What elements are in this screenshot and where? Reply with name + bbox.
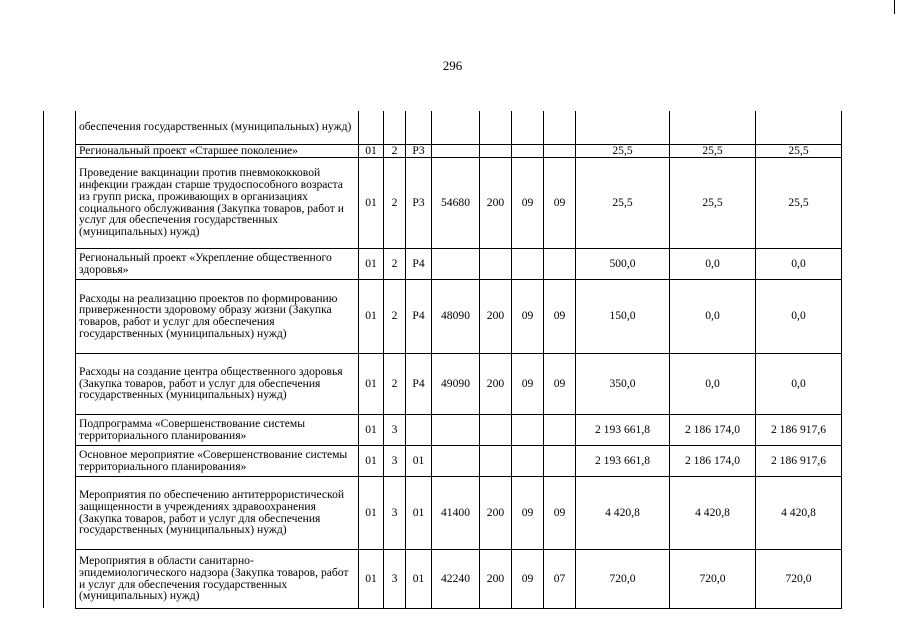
gutter-cell xyxy=(44,353,76,414)
code-direction xyxy=(432,414,480,445)
code-section xyxy=(359,111,384,144)
code-event: P4 xyxy=(406,353,432,414)
gutter-cell xyxy=(44,144,76,157)
row-name: Проведение вакцинации против пневмококковой инфекции граждан старше трудоспособного возраста из групп риска, проживающих в организациях социального обслуживания (Закупка товаров, работ и услуг для обеспечения государственных (муниципальных) нужд) xyxy=(76,157,359,248)
page-number: 296 xyxy=(442,58,463,73)
code-direction: 42240 xyxy=(432,549,480,608)
code-section: 01 xyxy=(359,279,384,353)
code-event: P4 xyxy=(406,248,432,279)
table-row xyxy=(44,414,842,445)
code-subprogram: 2 xyxy=(384,279,406,353)
code-section: 01 xyxy=(359,248,384,279)
code-division: 09 xyxy=(512,549,544,608)
gutter-cell xyxy=(44,111,76,144)
amount-year-1 xyxy=(576,111,670,144)
table-row xyxy=(44,279,842,353)
code-subdivision xyxy=(544,111,576,144)
gutter-cell xyxy=(44,445,76,476)
code-division: 09 xyxy=(512,476,544,549)
amount-year-1: 350,0 xyxy=(576,353,670,414)
code-event: P3 xyxy=(406,144,432,157)
code-direction xyxy=(432,248,480,279)
code-section: 01 xyxy=(359,144,384,157)
code-direction xyxy=(432,144,480,157)
code-division xyxy=(512,414,544,445)
code-direction: 41400 xyxy=(432,476,480,549)
code-direction: 54680 xyxy=(432,157,480,248)
amount-year-3: 0,0 xyxy=(756,279,842,353)
amount-year-2: 0,0 xyxy=(670,353,756,414)
amount-year-1: 150,0 xyxy=(576,279,670,353)
gutter-cell xyxy=(44,414,76,445)
code-direction: 48090 xyxy=(432,279,480,353)
code-expense-type: 200 xyxy=(480,549,512,608)
code-section: 01 xyxy=(359,157,384,248)
code-expense-type xyxy=(480,248,512,279)
amount-year-2: 0,0 xyxy=(670,248,756,279)
amount-year-3: 2 186 917,6 xyxy=(756,414,842,445)
amount-year-3: 0,0 xyxy=(756,353,842,414)
gutter-cell xyxy=(44,476,76,549)
amount-year-2: 2 186 174,0 xyxy=(670,445,756,476)
code-expense-type: 200 xyxy=(480,279,512,353)
code-event: 01 xyxy=(406,549,432,608)
code-subprogram: 3 xyxy=(384,414,406,445)
code-subdivision: 09 xyxy=(544,157,576,248)
code-subprogram: 2 xyxy=(384,353,406,414)
row-name: Подпрограмма «Совершенствование системы территориального планирования» xyxy=(76,414,359,445)
row-name: Расходы на создание центра общественного здоровья (Закупка товаров, работ и услуг для обеспечения государственных (муниципальных) нужд) xyxy=(76,353,359,414)
code-event: P4 xyxy=(406,279,432,353)
code-division xyxy=(512,144,544,157)
code-subdivision xyxy=(544,414,576,445)
table-row xyxy=(44,248,842,279)
code-expense-type: 200 xyxy=(480,476,512,549)
code-division xyxy=(512,445,544,476)
code-direction xyxy=(432,111,480,144)
code-expense-type xyxy=(480,445,512,476)
code-subdivision xyxy=(544,144,576,157)
table-row xyxy=(44,353,842,414)
gutter-cell xyxy=(44,248,76,279)
row-name: Расходы на реализацию проектов по формированию приверженности здоровому образу жизни (Закупка товаров, работ и услуг для обеспечения государственных (муниципальных) нужд) xyxy=(76,279,359,353)
code-subdivision: 09 xyxy=(544,353,576,414)
code-subdivision: 07 xyxy=(544,549,576,608)
row-name: Региональный проект «Укрепление общественного здоровья» xyxy=(76,248,359,279)
code-subprogram: 2 xyxy=(384,157,406,248)
code-division: 09 xyxy=(512,157,544,248)
amount-year-2: 2 186 174,0 xyxy=(670,414,756,445)
row-name: Мероприятия по обеспечению антитеррористической защищенности в учреждениях здравоохранения (Закупка товаров, работ и услуг для обеспечения государственных (муниципальных) нужд) xyxy=(76,476,359,549)
code-subprogram: 2 xyxy=(384,144,406,157)
code-subdivision xyxy=(544,248,576,279)
amount-year-1: 25,5 xyxy=(576,157,670,248)
code-division: 09 xyxy=(512,353,544,414)
code-expense-type xyxy=(480,111,512,144)
code-division xyxy=(512,248,544,279)
gutter-cell xyxy=(44,549,76,608)
amount-year-1: 4 420,8 xyxy=(576,476,670,549)
gutter-cell xyxy=(44,157,76,248)
code-direction xyxy=(432,445,480,476)
code-section: 01 xyxy=(359,414,384,445)
amount-year-2: 4 420,8 xyxy=(670,476,756,549)
amount-year-1: 720,0 xyxy=(576,549,670,608)
gutter-cell xyxy=(44,279,76,353)
code-division: 09 xyxy=(512,279,544,353)
table-row xyxy=(44,549,842,608)
row-name: Региональный проект «Старшее поколение» xyxy=(76,144,359,157)
code-subdivision: 09 xyxy=(544,476,576,549)
amount-year-3 xyxy=(756,111,842,144)
code-direction: 49090 xyxy=(432,353,480,414)
amount-year-3: 0,0 xyxy=(756,248,842,279)
amount-year-3: 2 186 917,6 xyxy=(756,445,842,476)
code-subdivision: 09 xyxy=(544,279,576,353)
table-row xyxy=(44,111,842,144)
code-event xyxy=(406,414,432,445)
code-event: P3 xyxy=(406,157,432,248)
amount-year-2: 0,0 xyxy=(670,279,756,353)
code-section: 01 xyxy=(359,445,384,476)
table-row xyxy=(44,476,842,549)
code-section: 01 xyxy=(359,549,384,608)
amount-year-3: 4 420,8 xyxy=(756,476,842,549)
code-subdivision xyxy=(544,445,576,476)
table-row xyxy=(44,445,842,476)
table-row xyxy=(44,144,842,157)
amount-year-1: 500,0 xyxy=(576,248,670,279)
amount-year-2: 25,5 xyxy=(670,144,756,157)
amount-year-1: 25,5 xyxy=(576,144,670,157)
code-section: 01 xyxy=(359,353,384,414)
code-subprogram: 3 xyxy=(384,549,406,608)
code-expense-type: 200 xyxy=(480,157,512,248)
amount-year-1: 2 193 661,8 xyxy=(576,445,670,476)
code-section: 01 xyxy=(359,476,384,549)
code-event xyxy=(406,111,432,144)
row-name: обеспечения государственных (муниципальных) нужд) xyxy=(76,111,359,144)
table-row xyxy=(44,157,842,248)
code-expense-type xyxy=(480,414,512,445)
code-event: 01 xyxy=(406,445,432,476)
page-corner-mark xyxy=(894,0,905,14)
code-division xyxy=(512,111,544,144)
amount-year-1: 2 193 661,8 xyxy=(576,414,670,445)
code-subprogram xyxy=(384,111,406,144)
amount-year-2 xyxy=(670,111,756,144)
code-subprogram: 3 xyxy=(384,476,406,549)
amount-year-3: 720,0 xyxy=(756,549,842,608)
code-expense-type xyxy=(480,144,512,157)
budget-table xyxy=(43,111,842,609)
code-expense-type: 200 xyxy=(480,353,512,414)
amount-year-3: 25,5 xyxy=(756,144,842,157)
code-subprogram: 2 xyxy=(384,248,406,279)
amount-year-2: 25,5 xyxy=(670,157,756,248)
row-name: Основное мероприятие «Совершенствование системы территориального планирования» xyxy=(76,445,359,476)
code-subprogram: 3 xyxy=(384,445,406,476)
amount-year-2: 720,0 xyxy=(670,549,756,608)
amount-year-3: 25,5 xyxy=(756,157,842,248)
code-event: 01 xyxy=(406,476,432,549)
row-name: Мероприятия в области санитарно-эпидемиологического надзора (Закупка товаров, работ и услуг для обеспечения государственных (муниципальных) нужд) xyxy=(76,549,359,608)
